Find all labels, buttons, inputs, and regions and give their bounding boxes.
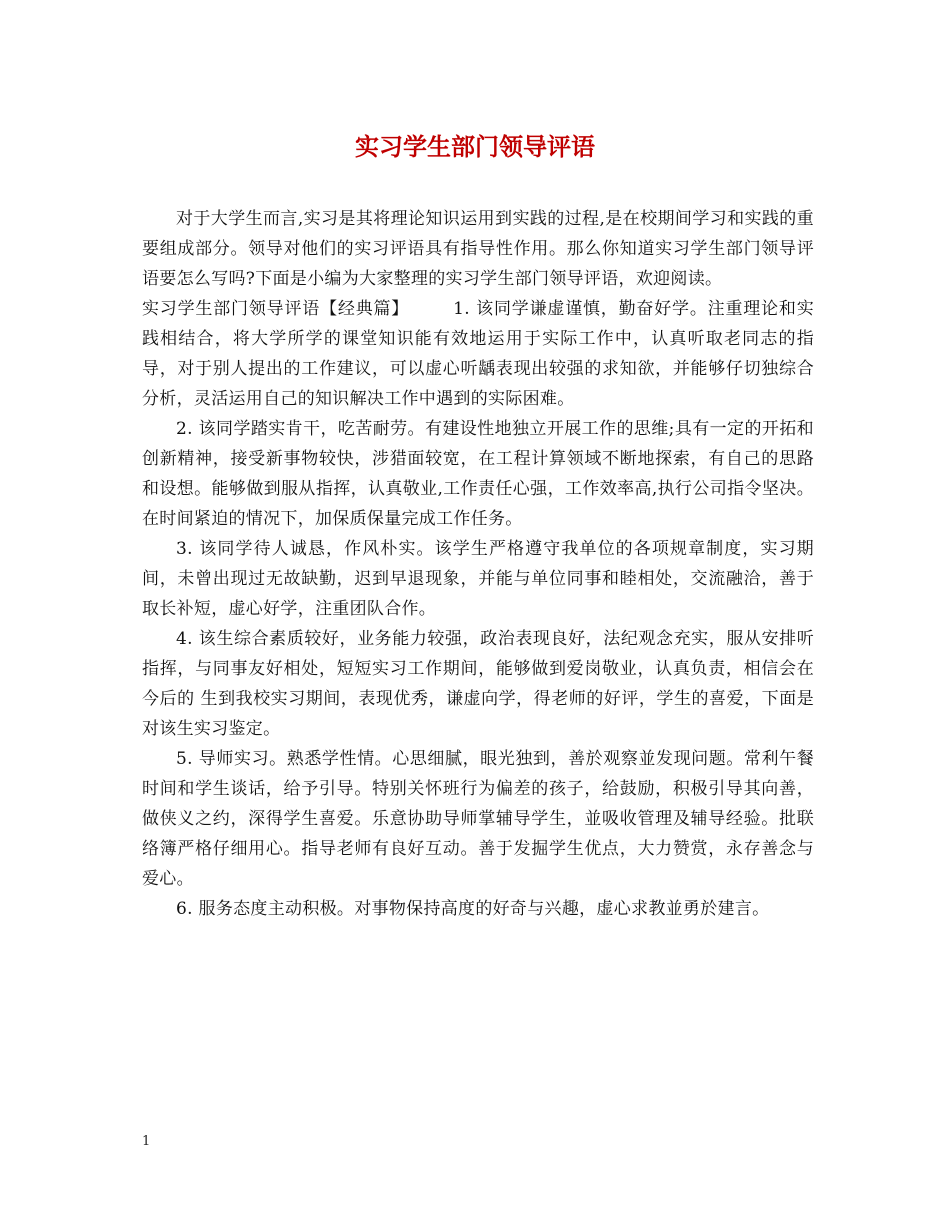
section-heading: 实习学生部门领导评语【经典篇】 [142,299,410,319]
section-paragraph [142,294,814,414]
list-item: 5. 导师实习。熟悉学性情。心思细腻，眼光独到，善於观察並发现问题。常利午餐时间和学生谈话，给予引导。特别关怀班行为偏差的孩子，给鼓励，积极引导其向善，做侠义之约，深得学生喜爱。乐意协助导师掌辅导学生，並吸收管理及辅导经验。批联络簿严格仔细用心。指导老师有良好互动。善于发掘学生优点，大力赞赏，永存善念与爱心。 [142,749,814,889]
list-item: 1. 该同学谦虚谨慎，勤奋好学。注重理论和实践相结合，将大学所学的课堂知识能有效地运用于实际工作中，认真听取老同志的指导，对于别人提出的工作建议，可以虚心听龋表现出较强的求知欲，并能够仔切独综合分析，灵活运用自己的知识解决工作中遇到的实际困难。 [142,299,814,409]
list-item: 2. 该同学踏实肯干，吃苦耐劳。有建设性地独立开展工作的思维;具有一定的开拓和创新精神，接受新事物较快，涉猎面较宽，在工程计算领域不断地探索，有自己的思路和设想。能够做到服从指挥，认真敬业,工作责任心强，工作效率高,执行公司指令坚决。在时间紧迫的情况下，加保质保量完成工作任务。 [142,419,814,529]
document-title: 实习学生部门领导评语 [355,133,595,161]
page-number: 1 [142,1134,151,1149]
list-item: 3. 该同学待人诚恳，作风朴实。该学生严格遵守我单位的各项规章制度，实习期间，未曾出现过无故缺勤，迟到早退现象，并能与单位同事和睦相处，交流融洽，善于取长补短，虚心好学，注重团队合作。 [142,539,814,619]
list-item: 6. 服务态度主动积极。对事物保持高度的好奇与兴趣，虚心求教並勇於建言。 [176,899,770,919]
intro-paragraph: 对于大学生而言,实习是其将理论知识运用到实践的过程,是在校期间学习和实践的重要组成部分。领导对他们的实习评语具有指导性作用。那么你知道实习学生部门领导评语要怎么写吗?下面是小编为大家整理的实习学生部门领导评语，欢迎阅读。 [142,209,814,289]
document-body [142,204,814,924]
list-item: 4. 该生综合素质较好，业务能力较强，政治表现良好，法纪观念充实，服从安排听指挥，与同事友好相处，短短实习工作期间，能够做到爱岗敬业，认真负责，相信会在今后的 生到我校实习期间，表现优秀，谦虚向学，得老师的好评，学生的喜爱，下面是对该生实习鉴定。 [142,629,814,739]
